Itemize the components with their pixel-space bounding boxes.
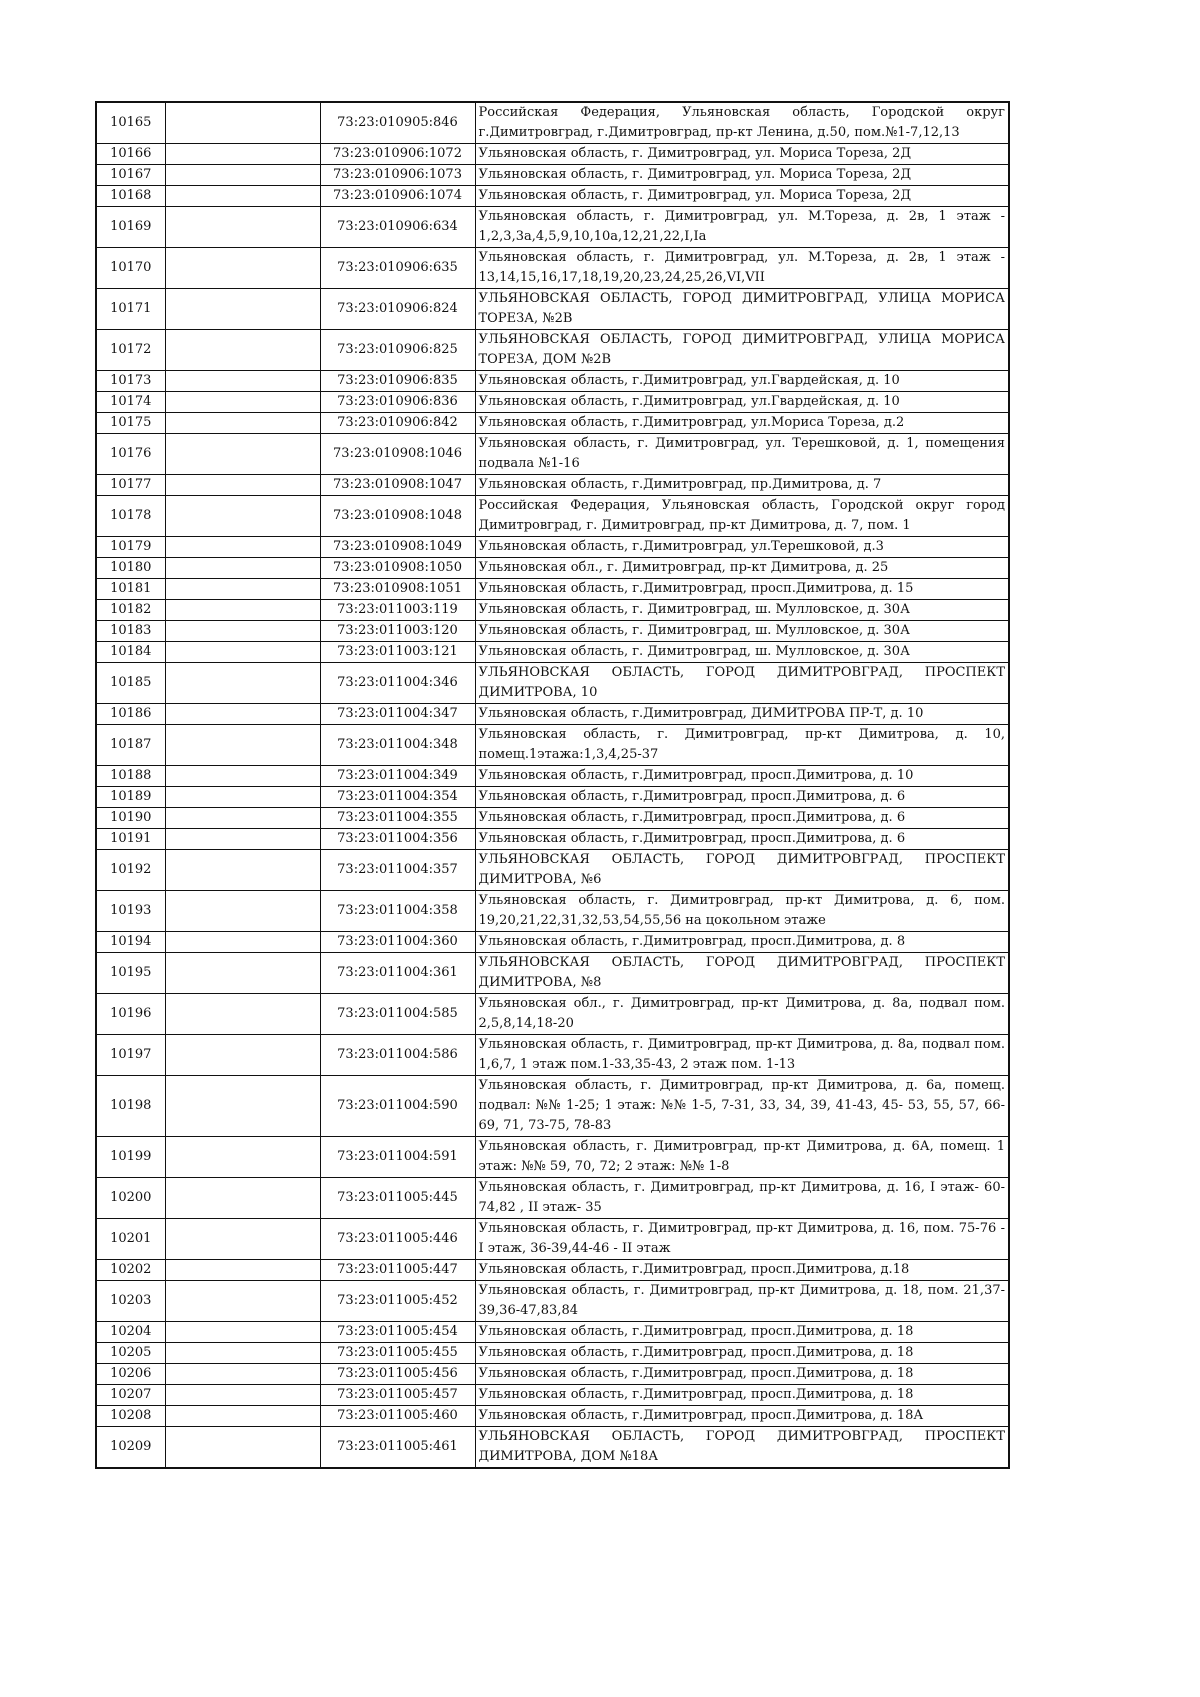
address: Ульяновская область, г.Димитровград, пр.Димитрова, д. 7 [475,475,1009,496]
empty-cell [165,1364,320,1385]
row-number: 10170 [96,248,165,289]
address: Ульяновская область, г.Димитровград, просп.Димитрова, д. 18 [475,1343,1009,1364]
cadastral-number: 73:23:010908:1046 [320,434,475,475]
cadastral-number: 73:23:011005:446 [320,1219,475,1260]
address: Ульяновская область, г.Димитровград, ул.Гвардейская, д. 10 [475,392,1009,413]
table-row [96,579,1009,600]
table-row [96,207,1009,248]
empty-cell [165,1035,320,1076]
cadastral-number: 73:23:011004:358 [320,891,475,932]
row-number: 10206 [96,1364,165,1385]
empty-cell [165,725,320,766]
table-row [96,289,1009,330]
cadastral-number: 73:23:011004:360 [320,932,475,953]
address: Ульяновская область, г.Димитровград, просп.Димитрова, д. 18 [475,1322,1009,1343]
table-row [96,248,1009,289]
address: Ульяновская обл., г. Димитровград, пр-кт Димитрова, д. 8а, подвал пом. 2,5,8,14,18-20 [475,994,1009,1035]
empty-cell [165,165,320,186]
row-number: 10195 [96,953,165,994]
row-number: 10208 [96,1406,165,1427]
empty-cell [165,994,320,1035]
empty-cell [165,392,320,413]
address: Ульяновская область, г. Димитровград, пр-кт Димитрова, д. 6а, помещ. подвал: №№ 1-25; 1 этаж: №№ 1-5, 7-31, 33, 34, 39, 41-43, 45- 53, 55, 57, 66-69, 71, 73-75, 78-83 [475,1076,1009,1137]
cadastral-number: 73:23:011005:452 [320,1281,475,1322]
table-row [96,891,1009,932]
table-row [96,537,1009,558]
table-row [96,1427,1009,1469]
row-number: 10200 [96,1178,165,1219]
cadastral-number: 73:23:010906:842 [320,413,475,434]
row-number: 10175 [96,413,165,434]
table-row [96,1260,1009,1281]
cadastral-number: 73:23:011004:357 [320,850,475,891]
table-row [96,704,1009,725]
cadastral-number: 73:23:011005:457 [320,1385,475,1406]
row-number: 10188 [96,766,165,787]
empty-cell [165,1343,320,1364]
table-row [96,1343,1009,1364]
cadastral-number: 73:23:011003:121 [320,642,475,663]
cadastral-number: 73:23:010906:824 [320,289,475,330]
empty-cell [165,600,320,621]
row-number: 10192 [96,850,165,891]
table-row [96,558,1009,579]
empty-cell [165,558,320,579]
address: Ульяновская область, г. Димитровград, пр-кт Димитрова, д. 8а, подвал пом. 1,6,7, 1 этаж пом.1-33,35-43, 2 этаж пом. 1-13 [475,1035,1009,1076]
table-row [96,725,1009,766]
address: Ульяновская область, г. Димитровград, ш. Мулловское, д. 30А [475,600,1009,621]
row-number: 10189 [96,787,165,808]
table-row [96,994,1009,1035]
table-row [96,1035,1009,1076]
table-row [96,787,1009,808]
cadastral-number: 73:23:011004:591 [320,1137,475,1178]
cadastral-number: 73:23:011004:355 [320,808,475,829]
table-row [96,475,1009,496]
row-number: 10187 [96,725,165,766]
address: Ульяновская область, г. Димитровград, ул. Мориса Тореза, 2Д [475,144,1009,165]
row-number: 10176 [96,434,165,475]
cadastral-number: 73:23:011005:461 [320,1427,475,1469]
empty-cell [165,537,320,558]
cadastral-number: 73:23:010906:635 [320,248,475,289]
row-number: 10174 [96,392,165,413]
address: Ульяновская область, г.Димитровград, просп.Димитрова, д. 18 [475,1385,1009,1406]
empty-cell [165,186,320,207]
table-row [96,496,1009,537]
address: Ульяновская область, г. Димитровград, ш. Мулловское, д. 30А [475,621,1009,642]
table-row [96,766,1009,787]
address: Ульяновская область, г.Димитровград, просп.Димитрова, д. 8 [475,932,1009,953]
table-row [96,1322,1009,1343]
table-row [96,434,1009,475]
row-number: 10171 [96,289,165,330]
address: Российская Федерация, Ульяновская область, Городской округ город Димитровград, г. Димитровград, пр-кт Димитрова, д. 7, пом. 1 [475,496,1009,537]
table-row [96,1137,1009,1178]
table-row [96,621,1009,642]
table-row [96,186,1009,207]
table-row [96,392,1009,413]
cadastral-number: 73:23:011004:348 [320,725,475,766]
empty-cell [165,434,320,475]
row-number: 10177 [96,475,165,496]
row-number: 10172 [96,330,165,371]
empty-cell [165,1281,320,1322]
empty-cell [165,496,320,537]
cadastral-number: 73:23:011003:119 [320,600,475,621]
address: Ульяновская область, г. Димитровград, ул. Мориса Тореза, 2Д [475,165,1009,186]
empty-cell [165,144,320,165]
empty-cell [165,932,320,953]
cadastral-number: 73:23:011004:354 [320,787,475,808]
row-number: 10185 [96,663,165,704]
cadastral-number: 73:23:010908:1047 [320,475,475,496]
empty-cell [165,207,320,248]
cadastral-number: 73:23:011004:361 [320,953,475,994]
empty-cell [165,1137,320,1178]
table-row [96,808,1009,829]
table-row [96,1364,1009,1385]
row-number: 10168 [96,186,165,207]
address: Ульяновская область, г.Димитровград, ул.Терешковой, д.3 [475,537,1009,558]
cadastral-number: 73:23:011005:447 [320,1260,475,1281]
row-number: 10201 [96,1219,165,1260]
row-number: 10184 [96,642,165,663]
table-body [96,102,1009,1468]
row-number: 10182 [96,600,165,621]
row-number: 10181 [96,579,165,600]
table-row [96,829,1009,850]
cadastral-number: 73:23:010908:1050 [320,558,475,579]
address: Ульяновская область, г. Димитровград, ул. М.Тореза, д. 2в, 1 этаж - 1,2,3,3а,4,5,9,10,10а,12,21,22,I,Iа [475,207,1009,248]
address: Ульяновская область, г. Димитровград, ул. Терешковой, д. 1, помещения подвала №1-16 [475,434,1009,475]
cadastral-number: 73:23:011005:455 [320,1343,475,1364]
row-number: 10203 [96,1281,165,1322]
empty-cell [165,891,320,932]
table-row [96,850,1009,891]
address: УЛЬЯНОВСКАЯ ОБЛАСТЬ, ГОРОД ДИМИТРОВГРАД, УЛИЦА МОРИСА ТОРЕЗА, ДОМ №2В [475,330,1009,371]
address: Ульяновская обл., г. Димитровград, пр-кт Димитрова, д. 25 [475,558,1009,579]
address: УЛЬЯНОВСКАЯ ОБЛАСТЬ, ГОРОД ДИМИТРОВГРАД, ПРОСПЕКТ ДИМИТРОВА, №8 [475,953,1009,994]
cadastral-number: 73:23:011005:456 [320,1364,475,1385]
table-row [96,165,1009,186]
address: Ульяновская область, г. Димитровград, ул. М.Тореза, д. 2в, 1 этаж - 13,14,15,16,17,18,19,20,23,24,25,26,VI,VII [475,248,1009,289]
cadastral-number: 73:23:011004:349 [320,766,475,787]
empty-cell [165,1260,320,1281]
empty-cell [165,248,320,289]
empty-cell [165,1406,320,1427]
table-row [96,1178,1009,1219]
row-number: 10196 [96,994,165,1035]
property-table [95,101,1010,1469]
table-row [96,1076,1009,1137]
cadastral-number: 73:23:010906:1073 [320,165,475,186]
address: Ульяновская область, г. Димитровград, пр-кт Димитрова, д. 10, помещ.1этажа:1,3,4,25-37 [475,725,1009,766]
empty-cell [165,371,320,392]
cadastral-number: 73:23:010908:1051 [320,579,475,600]
cadastral-number: 73:23:010908:1049 [320,537,475,558]
row-number: 10207 [96,1385,165,1406]
row-number: 10194 [96,932,165,953]
table-row [96,1219,1009,1260]
address: Ульяновская область, г. Димитровград, пр-кт Димитрова, д. 6А, помещ. 1 этаж: №№ 59, 70, 72; 2 этаж: №№ 1-8 [475,1137,1009,1178]
cadastral-number: 73:23:011004:590 [320,1076,475,1137]
row-number: 10202 [96,1260,165,1281]
address: Ульяновская область, г.Димитровград, просп.Димитрова, д. 6 [475,829,1009,850]
table-row [96,600,1009,621]
cadastral-number: 73:23:010908:1048 [320,496,475,537]
empty-cell [165,808,320,829]
table-row [96,953,1009,994]
empty-cell [165,579,320,600]
row-number: 10166 [96,144,165,165]
address: Ульяновская область, г. Димитровград, пр-кт Димитрова, д. 16, пом. 75-76 - I этаж, 36-39,44-46 - II этаж [475,1219,1009,1260]
address: УЛЬЯНОВСКАЯ ОБЛАСТЬ, ГОРОД ДИМИТРОВГРАД, ПРОСПЕКТ ДИМИТРОВА, ДОМ №18А [475,1427,1009,1469]
table-row [96,932,1009,953]
table-row [96,1406,1009,1427]
cadastral-number: 73:23:011005:454 [320,1322,475,1343]
cadastral-number: 73:23:011004:346 [320,663,475,704]
empty-cell [165,1219,320,1260]
empty-cell [165,663,320,704]
empty-cell [165,953,320,994]
table-row [96,330,1009,371]
address: Ульяновская область, г.Димитровград, просп.Димитрова, д. 10 [475,766,1009,787]
cadastral-number: 73:23:010906:634 [320,207,475,248]
table-row [96,663,1009,704]
cadastral-number: 73:23:011005:460 [320,1406,475,1427]
row-number: 10183 [96,621,165,642]
address: УЛЬЯНОВСКАЯ ОБЛАСТЬ, ГОРОД ДИМИТРОВГРАД, ПРОСПЕКТ ДИМИТРОВА, 10 [475,663,1009,704]
cadastral-number: 73:23:010906:1074 [320,186,475,207]
row-number: 10205 [96,1343,165,1364]
address: Ульяновская область, г.Димитровград, ул.Мориса Тореза, д.2 [475,413,1009,434]
cadastral-number: 73:23:011004:586 [320,1035,475,1076]
table-row [96,642,1009,663]
row-number: 10190 [96,808,165,829]
address: Ульяновская область, г. Димитровград, пр-кт Димитрова, д. 6, пом. 19,20,21,22,31,32,53,54,55,56 на цокольном этаже [475,891,1009,932]
empty-cell [165,829,320,850]
empty-cell [165,1076,320,1137]
address: Ульяновская область, г.Димитровград, просп.Димитрова, д. 6 [475,808,1009,829]
row-number: 10178 [96,496,165,537]
empty-cell [165,704,320,725]
cadastral-number: 73:23:010905:846 [320,102,475,144]
table-row [96,102,1009,144]
row-number: 10193 [96,891,165,932]
row-number: 10199 [96,1137,165,1178]
table-row [96,144,1009,165]
table-row [96,371,1009,392]
address: Ульяновская область, г.Димитровград, просп.Димитрова, д. 18 [475,1364,1009,1385]
address: Ульяновская область, г. Димитровград, ул. Мориса Тореза, 2Д [475,186,1009,207]
address: Ульяновская область, г.Димитровград, ДИМИТРОВА ПР-Т, д. 10 [475,704,1009,725]
cadastral-number: 73:23:010906:836 [320,392,475,413]
address: Ульяновская область, г. Димитровград, ш. Мулловское, д. 30А [475,642,1009,663]
cadastral-number: 73:23:011003:120 [320,621,475,642]
address: Ульяновская область, г.Димитровград, ул.Гвардейская, д. 10 [475,371,1009,392]
cadastral-number: 73:23:010906:835 [320,371,475,392]
table-row [96,1385,1009,1406]
address: Ульяновская область, г. Димитровград, пр-кт Димитрова, д. 16, I этаж- 60-74,82 , II этаж- 35 [475,1178,1009,1219]
row-number: 10169 [96,207,165,248]
row-number: 10198 [96,1076,165,1137]
cadastral-number: 73:23:010906:825 [320,330,475,371]
empty-cell [165,621,320,642]
row-number: 10191 [96,829,165,850]
empty-cell [165,330,320,371]
cadastral-number: 73:23:011004:356 [320,829,475,850]
address: УЛЬЯНОВСКАЯ ОБЛАСТЬ, ГОРОД ДИМИТРОВГРАД, ПРОСПЕКТ ДИМИТРОВА, №6 [475,850,1009,891]
cadastral-number: 73:23:011005:445 [320,1178,475,1219]
row-number: 10165 [96,102,165,144]
empty-cell [165,1385,320,1406]
empty-cell [165,787,320,808]
address: Ульяновская область, г.Димитровград, просп.Димитрова, д. 15 [475,579,1009,600]
empty-cell [165,1427,320,1469]
row-number: 10197 [96,1035,165,1076]
cadastral-number: 73:23:010906:1072 [320,144,475,165]
cadastral-number: 73:23:011004:347 [320,704,475,725]
row-number: 10204 [96,1322,165,1343]
table-row [96,1281,1009,1322]
row-number: 10179 [96,537,165,558]
empty-cell [165,1178,320,1219]
empty-cell [165,102,320,144]
empty-cell [165,1322,320,1343]
address: Российская Федерация, Ульяновская область, Городской округ г.Димитровград, г.Димитровград, пр-кт Ленина, д.50, пом.№1-7,12,13 [475,102,1009,144]
empty-cell [165,850,320,891]
address: Ульяновская область, г.Димитровград, просп.Димитрова, д. 6 [475,787,1009,808]
empty-cell [165,289,320,330]
empty-cell [165,413,320,434]
address: УЛЬЯНОВСКАЯ ОБЛАСТЬ, ГОРОД ДИМИТРОВГРАД, УЛИЦА МОРИСА ТОРЕЗА, №2В [475,289,1009,330]
row-number: 10167 [96,165,165,186]
empty-cell [165,766,320,787]
cadastral-number: 73:23:011004:585 [320,994,475,1035]
address: Ульяновская область, г.Димитровград, просп.Димитрова, д.18 [475,1260,1009,1281]
empty-cell [165,475,320,496]
address: Ульяновская область, г. Димитровград, пр-кт Димитрова, д. 18, пом. 21,37-39,36-47,83,84 [475,1281,1009,1322]
table-row [96,413,1009,434]
row-number: 10186 [96,704,165,725]
empty-cell [165,642,320,663]
row-number: 10180 [96,558,165,579]
row-number: 10173 [96,371,165,392]
address: Ульяновская область, г.Димитровград, просп.Димитрова, д. 18А [475,1406,1009,1427]
row-number: 10209 [96,1427,165,1469]
